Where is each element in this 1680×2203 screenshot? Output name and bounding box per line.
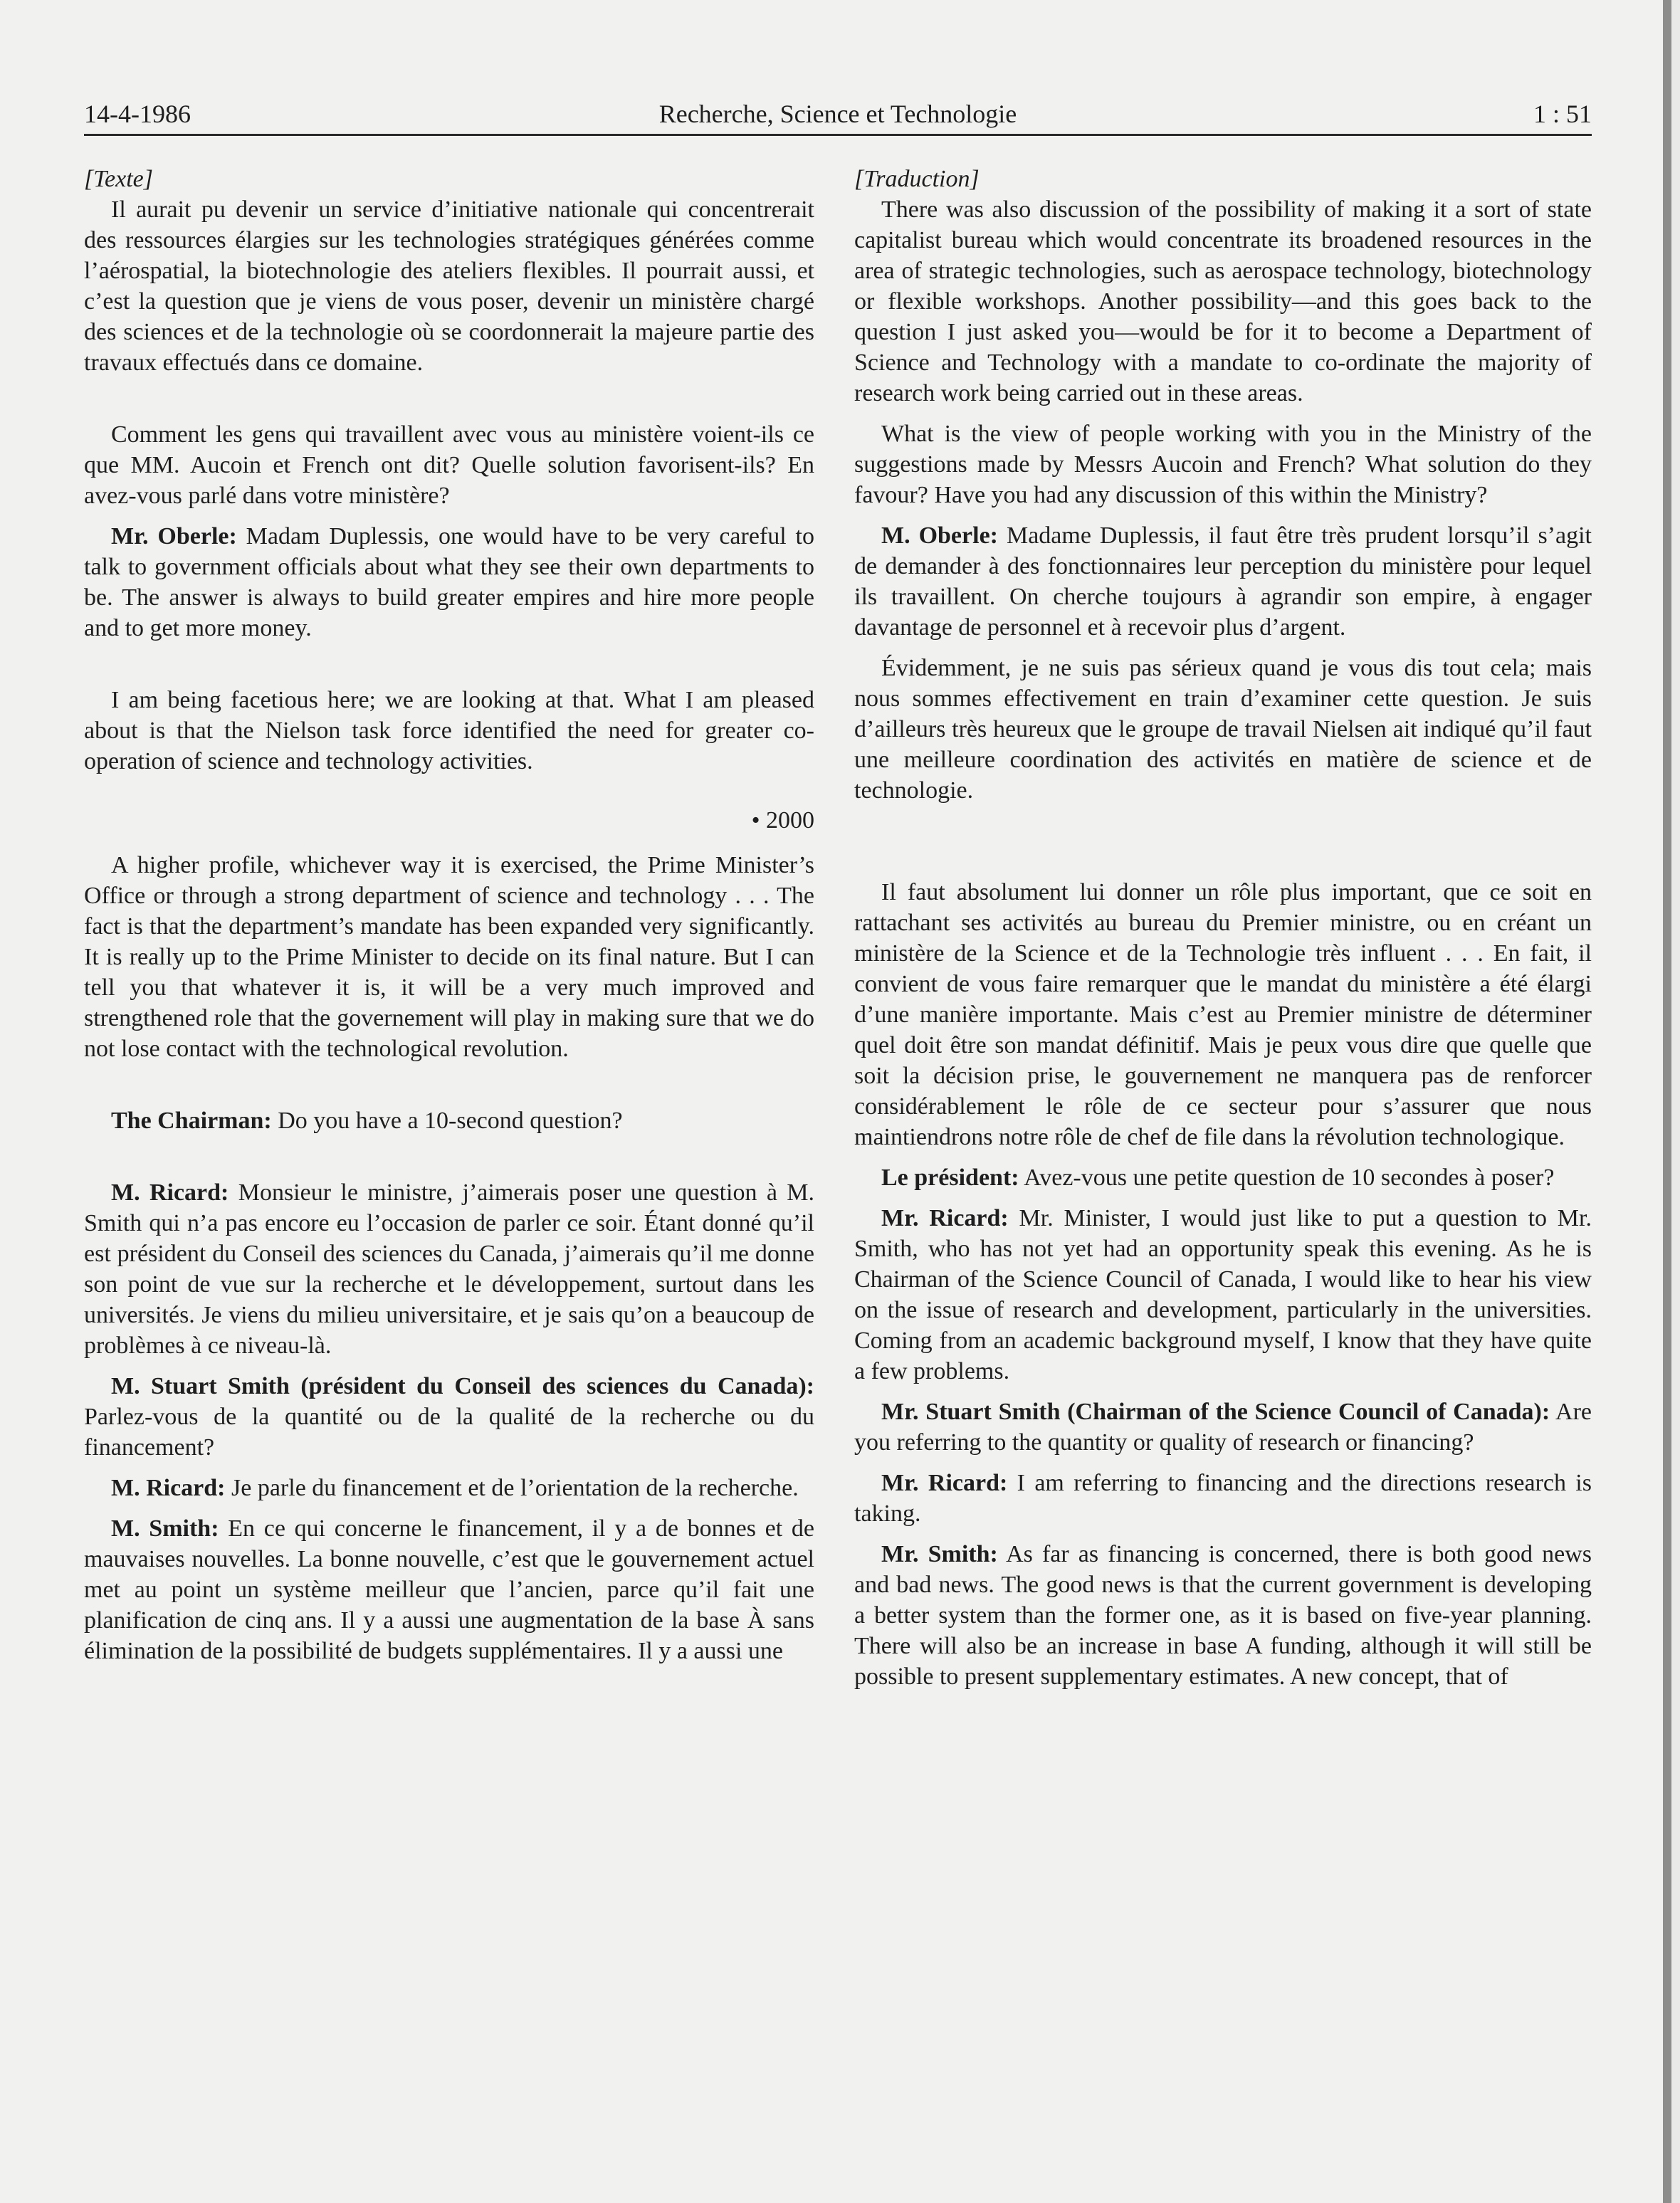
speech-text: Mr. Minister, I would just like to put a question to Mr. Smith, who has not yet had an opportunity speak this evening. As he is Chairman of the Science Council of Canada, I would like to hear his view on the issue of research and development, particularly in the universities. Coming from an academic background myself, I know that they have quite a few problems. <box>854 1205 1592 1384</box>
paragraph <box>84 521 814 643</box>
speaker-name: M. Ricard: <box>111 1475 226 1501</box>
speech-text: I am referring to financing and the directions research is taking. <box>854 1470 1592 1527</box>
speech-text: Madam Duplessis, one would have to be very careful to talk to government officials about what they see their own departments to be. The answer is always to build greater empires and hire more people and to get more money. <box>84 523 814 641</box>
speaker-name: M. Oberle: <box>881 522 998 549</box>
paragraph <box>854 520 1592 643</box>
paragraph: Évidemment, je ne suis pas sérieux quand je vous dis tout cela; mais nous sommes effectivement en train d’examiner cette question. Je suis d’ailleurs très heureux que le groupe de travail Nielsen ait indiqué qu’il faut une meilleure coordination des activités en matière de science et de technologie. <box>854 655 1592 804</box>
paragraph: I am being facetious here; we are looking at that. What I am pleased about is that the Nielson task force identified the need for greater co-operation of science and technology activities. <box>84 687 814 774</box>
time-marker: • 2000 <box>751 807 814 834</box>
paragraph <box>854 1468 1592 1529</box>
speaker-name: Le président: <box>881 1164 1019 1191</box>
speaker-name: M. Stuart Smith (président du Conseil des sciences du Canada): <box>111 1373 814 1399</box>
section-tag: [Traduction] <box>854 166 980 192</box>
paragraph: Comment les gens qui travaillent avec vous au ministère voient-ils ce que MM. Aucoin et French ont dit? Quelle solution favorisent-ils? En avez-vous parlé dans votre ministère? <box>84 421 814 509</box>
speaker-name: The Chairman: <box>111 1108 272 1134</box>
speaker-name: Mr. Oberle: <box>111 523 237 550</box>
paragraph: A higher profile, whichever way it is exercised, the Prime Minister’s Office or through a strong department of science and technology . . . The fact is that the department’s mandate has been expanded very significantly. It is really up to the Prime Minister to decide on its final nature. But I can tell you that whatever it is, it will be a very much improved and strengthened role that the governement will play in making sure that we do not lose contact with the technological revolution. <box>84 852 814 1062</box>
paragraph <box>84 1371 814 1463</box>
speech-text: Je parle du financement et de l’orientation de la recherche. <box>225 1475 799 1501</box>
paragraph <box>84 1177 814 1361</box>
paragraph <box>84 1105 814 1136</box>
paragraph <box>854 1539 1592 1692</box>
paragraph: Il faut absolument lui donner un rôle plus important, que ce soit en rattachant ses activités au bureau du Premier ministre, ou en créant un ministère de la Science et de la Technologie très influent . . . En fait, il convient de vous faire remarquer que le mandat du ministère a été élargi d’une manière importante. Mais c’est au Premier ministre de déterminer quel doit être son mandat définitif. Mais je peux vous dire que quelle que soit la décision prise, le gouvernement ne manquera pas de renforcer considérablement le rôle de ce secteur pour s’assurer que nous maintiendrons notre rôle de chef de file dans la révolution technologique. <box>854 879 1592 1150</box>
speech-text: En ce qui concerne le financement, il y a de bonnes et de mauvaises nouvelles. La bonne nouvelle, c’est que le gouvernement actuel met au point un système meilleur que l’ancien, parce qu’il fait une planification de cinq ans. Il y a aussi une augmentation de la base À sans élimination de la possibilité de budgets supplémentaires. Il y a aussi une <box>84 1515 815 1664</box>
running-header <box>84 90 1592 136</box>
paragraph <box>854 1397 1592 1458</box>
section-tag: [Texte] <box>84 166 153 192</box>
speaker-name: M. Ricard: <box>111 1179 229 1206</box>
speech-text: Madame Duplessis, il faut être très prudent lorsqu’il s’agit de demander à des fonctionnaires leur perception du ministère pour lequel ils travaillent. On cherche toujours à agrandir son empire, à engager davantage de personnel et à recevoir plus d’argent. <box>854 522 1592 641</box>
paragraph: There was also discussion of the possibility of making it a sort of state capitalist bureau which would concentrate its broadened resources in the area of strategic technologies, such as aerospace technology, biotechnology or flexible workshops. Another possibility—and this goes back to the question I just asked you—would be for it to become a Department of Science and Technology with a mandate to co-ordinate the majority of research work being carried out in these areas. <box>854 196 1592 406</box>
paragraph <box>84 1513 814 1666</box>
speech-text: Monsieur le ministre, j’aimerais poser une question à M. Smith qui n’a pas encore eu l’occasion de parler ce soir. Étant donné qu’il est président du Conseil des sciences du Canada, j’aimerais qu’il me donne son point de vue sur la recherche et le développement, surtout dans les universités. Je viens du milieu universitaire, et je sais qu’on a beaucoup de problèmes à ce niveau-là. <box>84 1179 814 1359</box>
paragraph <box>84 1473 814 1503</box>
header-page-number: 1 : 51 <box>1533 100 1592 128</box>
column-translation <box>854 164 1592 1702</box>
speaker-name: Mr. Ricard: <box>881 1470 1008 1496</box>
speech-text: Are you referring to the quantity or quality of research or financing? <box>854 1399 1592 1456</box>
header-title: Recherche, Science et Technologie <box>658 100 1017 128</box>
page-edge <box>1663 0 1671 2203</box>
paragraph: What is the view of people working with you in the Ministry of the suggestions made by Messrs Aucoin and French? What solution do they favour? Have you had any discussion of this within the Ministry? <box>854 421 1592 508</box>
paragraph <box>854 1203 1592 1387</box>
column-french-original <box>84 164 814 1676</box>
paragraph <box>854 1162 1592 1193</box>
header-date: 14-4-1986 <box>84 100 191 128</box>
speech-text: Avez-vous une petite question de 10 secondes à poser? <box>1019 1164 1555 1191</box>
speaker-name: Mr. Smith: <box>881 1541 998 1567</box>
speech-text: As far as financing is concerned, there is both good news and bad news. The good news is that the current government is developing a better system than the former one, as it is based on five-year planning. There will also be an increase in base A funding, although it will still be possible to present supplementary estimates. A new concept, that of <box>854 1541 1592 1690</box>
speaker-name: M. Smith: <box>111 1515 219 1542</box>
speaker-name: Mr. Ricard: <box>881 1205 1009 1231</box>
speaker-name: Mr. Stuart Smith (Chairman of the Science Council of Canada): <box>881 1399 1550 1425</box>
paragraph: Il aurait pu devenir un service d’initiative nationale qui concentrerait des ressources élargies sur les technologies stratégiques générées comme l’aérospatial, la biotechnologie des ateliers flexibles. Il pourrait aussi, et c’est la question que je viens de vous poser, devenir un ministère chargé des sciences et de la technologie où se coordonnerait la majeure partie des travaux effectués dans ce domaine. <box>84 196 814 376</box>
speech-text: Do you have a 10-second question? <box>271 1108 623 1134</box>
speech-text: Parlez-vous de la quantité ou de la qualité de la recherche ou du financement? <box>84 1404 814 1461</box>
